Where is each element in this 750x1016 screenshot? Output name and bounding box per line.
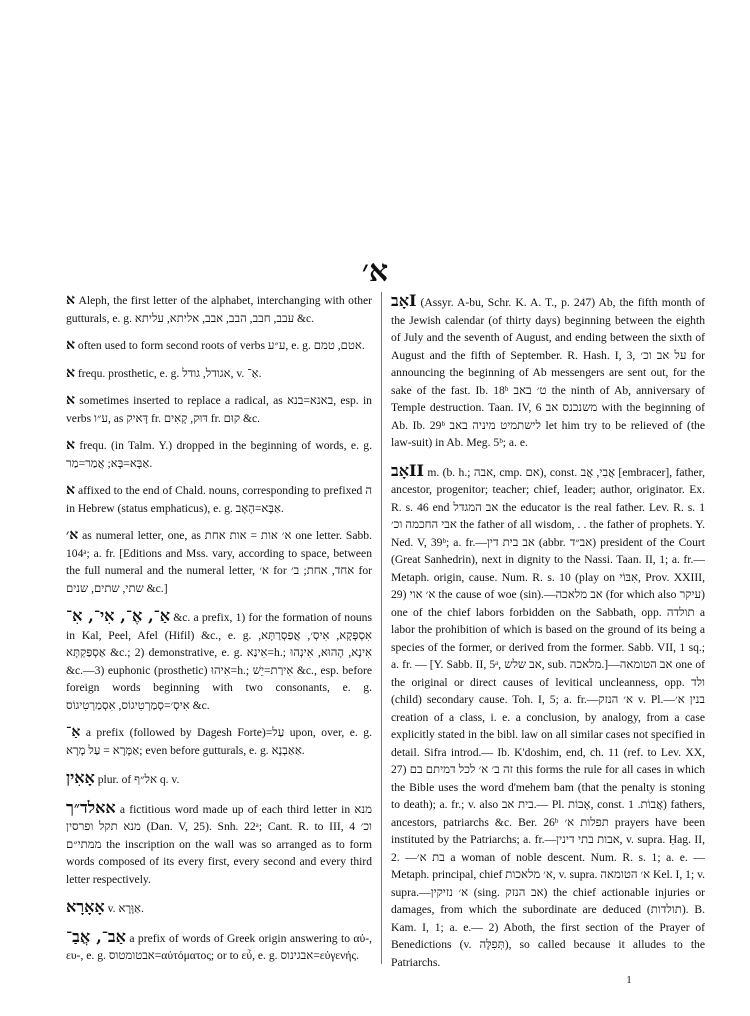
dictionary-entry: [391, 462, 705, 972]
dictionary-entry: [66, 769, 372, 789]
entry-text: frequ. (in Talm. Y.) dropped in the beginning of words, e. g. אַבָּא=בָּא; אֲמַר=מַר.: [66, 439, 372, 470]
entry-headword: א׳: [66, 527, 79, 543]
entry-text: a prefix (followed by Dagesh Forte)=עַל upon, over, e. g. אַמָּרָא = עַל מָרָא; even before gutturals, e. g. אַאַבְנָא.: [66, 726, 372, 757]
entry-headword: א: [66, 337, 75, 353]
entry-text: &c. a prefix, 1) for the formation of nouns in Kal, Peel, Afel (Hifil) &c., e. g. אִסְפָּקָא, אִיסְ׳, אֲפַסְרַתָּא, אַסְפַּקְתָּא &c.; 2) demonstrative, e. g. אִינַא=h.; אִינָא, הָהוּא, אִינְהוּ &c.—3) euphonic (prosthetic) אִיהוּ=h.; אִירַת=יֵשׁ &c., esp. before foreign words beginning with two consonants, e. g. אִיסְ׳=סְמַרְטִיגוֹס, אִסְמַרְטִיגוֹס &c.: [66, 611, 373, 712]
entry-headword: א: [66, 364, 75, 381]
entry-text: frequ. prosthetic, e. g. אגודל, גודל, v. אַ־.: [77, 366, 262, 380]
entry-text: v. אַוָּרָא.: [107, 902, 144, 915]
entry-headword: אָבI: [391, 291, 417, 310]
page-number: 1: [626, 974, 632, 986]
right-column: [391, 292, 705, 981]
entry-headword: א: [66, 482, 75, 498]
entry-headword: א: [66, 437, 75, 453]
dictionary-entry: [66, 365, 372, 383]
left-column: [66, 292, 372, 975]
dictionary-entry: [66, 392, 372, 427]
entry-headword: אַ־: [66, 724, 81, 740]
dictionary-entry: [66, 607, 372, 714]
entry-headword: אָאִין: [66, 768, 95, 787]
page-header-letter: א׳: [361, 254, 389, 289]
dictionary-entry: [391, 292, 705, 452]
dictionary-entry: [66, 928, 372, 965]
entry-headword: אַ־, אֶ־, אִי־, אִ־: [66, 606, 171, 625]
entry-text: as numeral letter, one, as א׳ אות = אות אחת one letter. Sabb. 104ᵃ; a. fr. [Editions and Mss. vary, according to space, between the full numeral and the numeral letter, א׳ for אחד, אחת; ב׳ for שתי, שתים, שנים &c.]: [66, 529, 372, 595]
dictionary-entry: [66, 724, 372, 759]
entry-text: a fictitious word made up of each third letter in מנא מנא תקל ופרסין (Dan. V, 25). Snh. 22ᵃ; Cant. R. to III, 4 וכ׳ ממתי״ם the inscription on the wall was so arranged as to form words composed of its every first, every second and every third letter respectively.: [66, 802, 372, 886]
entry-headword: א: [66, 392, 75, 408]
entry-text: Aleph, the first letter of the alphabet, interchanging with other gutturals, e. g. עבב, חבב, הבב, אבב, אליתא, עליתא &c.: [66, 294, 372, 325]
dictionary-entry: [66, 898, 372, 918]
entry-headword: אאלד״ך: [66, 797, 116, 817]
entry-text: sometimes inserted to replace a radical, as באנא=בנא, esp. in verbs ע״ו, as דָּאיק fr. דּוּק, קָאִים fr. קוּם &c.: [66, 394, 372, 425]
entry-headword: אַב־, אֲבַ־: [66, 926, 126, 946]
dictionary-entry: [66, 437, 372, 472]
entry-text: plur. of אל״ף q. v.: [97, 773, 180, 786]
entry-headword: א: [66, 292, 75, 308]
dictionary-entry: [66, 292, 372, 327]
dictionary-entry: [66, 482, 372, 517]
entry-text: often used to form second roots of verbs ע״ע, e. g. אטם, טמם.: [77, 339, 365, 352]
dictionary-entry: [66, 337, 372, 355]
dictionary-entry: [66, 799, 372, 889]
entry-headword: אָאָרָא: [66, 897, 105, 916]
entry-text: m. (b. h.; אבה, cmp. אם), const. אֲבִי, אֲב [embracer], father, ancestor, progenitor; teacher; chief, leader; author, originator. Ex. R. s. 46 end אב המגדל the educator is the real father. Lev. R. s. 1 אבי החכמה וכ׳ the father of all wisdom, . . the father of prophets. Y. Ned. V, 39ᵇ; a. fr.—אב בית דין (abbr. אב״ד) president of the Court (Great Sanhedrin), next in dignity to the Nassi. Taan. II, 1; a. fr.—Metaph. origin, cause. Num. R. s. 10 (play on אִבּוֹי, Prov. XXIII, 29) א׳ אוי the cause of woe (sin).—אב מלאכה (for which also עיקר) one of the chief labors forbidden on the Sabbath, opp. תולדה a labor the prohibition of which is based on the ground of its being a species of the former, or derived from the former. Sabb. VII, 1 sq.; a. fr. — [Y. Sabb. II, 5ᵃ, אב שלש, sub. מלאכה.]—אב הטומאה one of the original or direct causes of levitical uncleanness, opp. ולד (child) secondary cause. Toh. I, 5; a. fr.—א׳ הנזק v. Pl.—בנין א׳ creation of a class, i. e. a conclusion, by analogy, from a case explicitly stated in the bibl. law on all similar cases not specified in detail. Sifra introd.— Ib. K'doshim, end, ch. 11 (ref. to Lev. XX, 27) זה ב׳ א׳ לכל דמיתם בם this forms the rule for all cases in which the Bible uses the word d'mehem bam (that the penalty is stoning to death); a. fr.; v. also בית אב.— Pl. אָבוֹת, const. אֲבוֹת. 1) fathers, ancestors, patriarchs &c. Ber. 26ᵇ תפלות א׳ prayers have been instituted by the Patriarchs; a. fr.—אבות בתי דינין, v. supra. Ḥag. II, 2. —בת א׳ a woman of noble descent. Num. R. s. 1; a. e. —Metaph. principal, chief א׳ מלאכות, v. supra. א׳ הטומאה Kel. I, 1; v. supra.—א׳ נזיקין (sing. אב הנזק) the chief actionable injuries or damages, from which the subordinate are deduced (תולדות). B. Kam. I, 1; a. e.— 2) Aboth, the first section of the Prayer of Benedictions (v. תְּפִלָּה), so called because it alludes to the Patriarchs.: [391, 465, 706, 969]
entry-headword: אָבII: [391, 460, 424, 480]
dictionary-entry: [66, 527, 372, 597]
entry-text: a prefix of words of Greek origin answering to αὐ-, ευ-, e. g. אבטומטוס=αὐτόματος; or to εὖ, e. g. אבגינוס=εὐγενής.: [66, 931, 373, 962]
column-divider: [381, 292, 382, 964]
entry-text: (Assyr. A-bu, Schr. K. A. T., p. 247) Ab, the fifth month of the Jewish calendar (of thirty days) beginning between the eighth of July and the seventh of August, and ending between the sixth of August and the fifth of September. R. Hash. I, 3, על אב וכ׳ for announcing the beginning of Ab messengers are sent out, for the sake of the fast. Ib. 18ᵇ ט׳ באב the ninth of Ab, anniversary of Temple destruction. Taan. IV, 6 משנכנס אב with the beginning of Ab. Ib. 29ᵇ לישתמיט מיניה באב let him try to be relieved of (the law-suit) in Ab. Meg. 5ᵇ; a. e.: [391, 296, 706, 449]
entry-text: affixed to the end of Chald. nouns, corresponding to prefixed ה in Hebrew (status emphaticus), e. g. אַבָּא=הָאָב.: [66, 484, 372, 515]
